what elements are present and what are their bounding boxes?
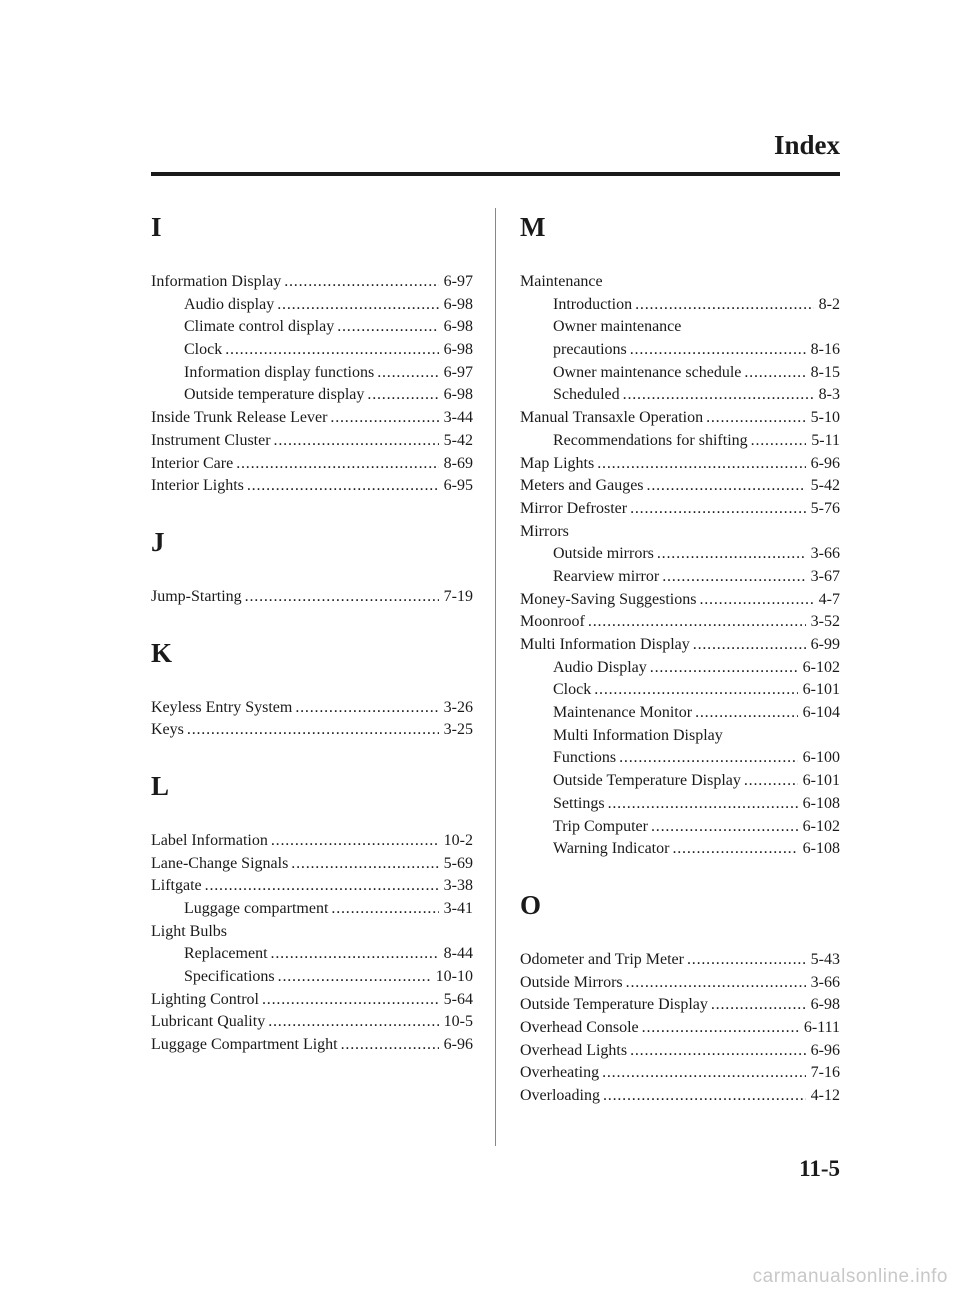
entry-text: Replacement	[184, 945, 268, 963]
entry-list	[151, 830, 473, 1057]
dot-leader	[245, 586, 439, 609]
entry-text: Clock	[553, 681, 592, 699]
dot-leader	[706, 407, 806, 430]
page-reference: 3-66	[810, 545, 840, 563]
index-subentry	[151, 294, 473, 317]
dot-leader	[271, 830, 439, 853]
page-reference: 6-96	[443, 1036, 473, 1054]
entry-text: Jump-Starting	[151, 587, 242, 605]
dot-leader	[672, 838, 797, 861]
entry-text: Mirrors	[520, 522, 569, 540]
entry-text: Climate control display	[184, 318, 335, 336]
entry-text: Liftgate	[151, 877, 202, 895]
index-subentry	[151, 362, 473, 385]
page-reference: 10-5	[443, 1013, 473, 1031]
dot-leader	[602, 1062, 806, 1085]
index-section	[151, 205, 473, 520]
dot-leader	[341, 1034, 439, 1057]
index-subentry	[520, 543, 840, 566]
index-subentry	[520, 702, 840, 725]
dot-leader	[693, 634, 806, 657]
section-letter: O	[520, 889, 542, 920]
page-number: 11-5	[799, 1156, 840, 1181]
index-entry	[151, 719, 473, 742]
page-reference: 3-26	[443, 698, 473, 716]
entry-text: Outside Mirrors	[520, 973, 623, 991]
dot-leader	[657, 543, 806, 566]
page-reference: 7-19	[443, 587, 473, 605]
page-reference: 10-10	[435, 968, 473, 986]
index-entry	[520, 949, 840, 972]
page-reference: 8-2	[818, 295, 840, 313]
page-reference: 4-7	[818, 590, 840, 608]
index-entry	[520, 453, 840, 476]
entry-text: Introduction	[553, 295, 633, 313]
entry-text: Label Information	[151, 831, 268, 849]
page-reference: 6-98	[443, 295, 473, 313]
index-subentry	[520, 339, 840, 362]
page-reference: 5-10	[810, 409, 840, 427]
page-reference: 6-96	[810, 454, 840, 472]
dot-leader	[337, 316, 438, 339]
dot-leader	[626, 972, 806, 995]
entry-text: Mirror Defroster	[520, 499, 628, 517]
page-reference: 8-44	[443, 945, 473, 963]
index-section	[520, 205, 840, 883]
entry-text: Maintenance Monitor	[553, 704, 693, 722]
page-reference: 3-38	[443, 877, 473, 895]
dot-leader	[744, 770, 798, 793]
index-entry	[151, 1011, 473, 1034]
dot-leader	[642, 1017, 799, 1040]
page-reference: 8-3	[818, 386, 840, 404]
entry-text: Recommendations for shifting	[553, 431, 748, 449]
dot-leader	[367, 384, 438, 407]
index-entry	[520, 1040, 840, 1063]
index-entry	[520, 634, 840, 657]
entry-text: Lighting Control	[151, 990, 259, 1008]
index-subentry	[520, 657, 840, 680]
page-reference: 6-97	[443, 273, 473, 290]
page-reference: 8-16	[810, 341, 840, 359]
entry-text: Warning Indicator	[553, 840, 670, 858]
dot-leader	[278, 966, 431, 989]
page-reference: 3-25	[443, 721, 473, 739]
entry-text: Owner maintenance schedule	[553, 363, 742, 381]
section-letter: J	[151, 526, 165, 557]
dot-leader	[619, 747, 798, 770]
dot-leader	[247, 475, 439, 498]
entry-text: Light Bulbs	[151, 922, 228, 940]
entry-text: Odometer and Trip Meter	[520, 950, 684, 968]
dot-leader	[597, 453, 805, 476]
page-reference: 6-98	[443, 318, 473, 336]
dot-leader	[630, 1040, 806, 1063]
dot-leader	[662, 566, 805, 589]
page-reference: 3-66	[810, 973, 840, 991]
index-subentry	[520, 294, 840, 317]
entry-text: Keyless Entry System	[151, 698, 293, 716]
dot-leader	[291, 853, 438, 876]
page-reference: 10-2	[443, 831, 473, 849]
page-reference: 6-101	[802, 681, 840, 699]
dot-leader	[284, 271, 438, 294]
entry-text: Trip Computer	[553, 817, 648, 835]
page-reference: 6-95	[443, 477, 473, 495]
dot-leader	[331, 898, 438, 921]
dot-leader	[262, 989, 439, 1012]
page-reference: 6-108	[802, 840, 840, 858]
entry-text: Overhead Lights	[520, 1041, 628, 1059]
index-section	[151, 631, 473, 764]
entry-text: Lubricant Quality	[151, 1013, 266, 1031]
entry-text: Multi Information Display	[553, 726, 723, 744]
index-entry	[520, 1085, 840, 1108]
dot-leader	[225, 339, 438, 362]
entry-text: Audio display	[184, 295, 275, 313]
dot-leader	[187, 719, 439, 742]
index-entry	[520, 1062, 840, 1085]
page-reference: 3-52	[810, 613, 840, 631]
dot-leader	[594, 679, 797, 702]
dot-leader	[695, 702, 798, 725]
index-entry	[151, 271, 473, 294]
entry-text: Overhead Console	[520, 1018, 639, 1036]
watermark: carmanualsonline.info	[752, 1266, 948, 1287]
index-subentry	[520, 316, 840, 339]
entry-list	[151, 271, 473, 498]
page-reference: 3-67	[810, 567, 840, 585]
page-reference: 8-69	[443, 454, 473, 472]
entry-text: Manual Transaxle Operation	[520, 409, 704, 427]
dot-leader	[687, 949, 806, 972]
entry-text: Rearview mirror	[553, 567, 660, 585]
page-reference: 3-41	[443, 900, 473, 917]
dot-leader	[603, 1085, 806, 1108]
index-subentry	[520, 725, 840, 748]
page-reference: 6-99	[810, 636, 840, 653]
entry-text: Luggage Compartment Light	[151, 1036, 338, 1054]
page-title: Index	[773, 130, 840, 160]
entry-text: Interior Care	[151, 454, 234, 472]
entry-text: Money-Saving Suggestions	[520, 590, 697, 608]
index-entry	[151, 430, 473, 453]
entry-list	[151, 697, 473, 742]
page-reference: 5-43	[810, 950, 840, 968]
entry-text: Outside Temperature Display	[553, 772, 741, 790]
entry-text: Lane-Change Signals	[151, 854, 289, 872]
entry-text: Scheduled	[553, 386, 620, 404]
index-entry	[520, 589, 840, 612]
page-reference: 6-98	[443, 386, 473, 404]
page-reference: 5-11	[811, 431, 840, 449]
index-entry	[520, 611, 840, 634]
index-section	[151, 764, 473, 1057]
index-subentry	[151, 966, 473, 989]
entry-text: Inside Trunk Release Lever	[151, 409, 328, 427]
page-reference: 8-15	[810, 363, 840, 381]
page-reference: 5-76	[810, 499, 840, 517]
entry-text: Owner maintenance	[553, 318, 682, 336]
dot-leader	[274, 430, 439, 453]
index-column-left	[151, 205, 473, 1057]
index-entry	[151, 586, 473, 609]
index-subentry	[520, 566, 840, 589]
dot-leader	[630, 339, 806, 362]
page-reference: 6-96	[810, 1041, 840, 1059]
page-reference: 3-44	[443, 409, 473, 427]
dot-leader	[608, 793, 798, 816]
dot-leader	[330, 407, 438, 430]
page-reference: 5-42	[810, 477, 840, 495]
index-entry	[520, 271, 840, 294]
index-entry	[520, 521, 840, 544]
page-reference: 6-100	[802, 749, 840, 767]
entry-text: Meters and Gauges	[520, 477, 644, 495]
entry-text: Interior Lights	[151, 477, 244, 495]
index-subentry	[520, 747, 840, 770]
entry-text: Outside temperature display	[184, 386, 365, 404]
entry-text: Overloading	[520, 1087, 600, 1104]
page-reference: 5-42	[443, 431, 473, 449]
section-letter: I	[151, 212, 162, 242]
entry-text: Luggage compartment	[184, 900, 329, 917]
entry-text: Information display functions	[184, 363, 375, 381]
dot-leader	[630, 498, 806, 521]
index-subentry	[520, 793, 840, 816]
index-entry	[151, 853, 473, 876]
index-subentry	[151, 898, 473, 921]
entry-text: Instrument Cluster	[151, 431, 271, 449]
dot-leader	[744, 362, 805, 385]
index-subentry	[151, 316, 473, 339]
dot-leader	[635, 294, 814, 317]
page-reference: 7-16	[810, 1064, 840, 1082]
page-reference: 6-102	[802, 817, 840, 835]
page-reference: 6-98	[810, 996, 840, 1014]
page-reference: 6-98	[443, 341, 473, 359]
index-subentry	[520, 838, 840, 861]
page-reference: 6-108	[802, 794, 840, 812]
dot-leader	[623, 384, 814, 407]
entry-text: Keys	[151, 721, 184, 739]
entry-list	[520, 949, 840, 1108]
entry-text: Outside Temperature Display	[520, 996, 708, 1014]
section-letter: M	[520, 212, 546, 242]
index-column-right	[520, 205, 840, 1108]
dot-leader	[268, 1011, 438, 1034]
index-subentry	[520, 679, 840, 702]
index-entry	[151, 475, 473, 498]
dot-leader	[751, 430, 807, 453]
index-entry	[151, 407, 473, 430]
entry-text: Audio Display	[553, 658, 647, 676]
index-entry	[520, 407, 840, 430]
page-reference: 6-104	[802, 704, 840, 722]
entry-text: Multi Information Display	[520, 636, 690, 653]
dot-leader	[699, 589, 813, 612]
index-entry	[520, 498, 840, 521]
index-entry	[151, 830, 473, 853]
index-entry	[151, 1034, 473, 1057]
dot-leader	[295, 697, 438, 720]
index-entry	[151, 989, 473, 1012]
entry-text: Settings	[553, 794, 605, 812]
entry-text: Moonroof	[520, 613, 585, 631]
page-reference: 6-111	[803, 1018, 840, 1036]
index-entry	[151, 875, 473, 898]
section-letter: K	[151, 637, 173, 668]
index-entry	[520, 475, 840, 498]
entry-text: Map Lights	[520, 454, 595, 472]
index-entry	[520, 1017, 840, 1040]
entry-text: Outside mirrors	[553, 545, 654, 563]
dot-leader	[650, 657, 798, 680]
index-entry	[151, 697, 473, 720]
dot-leader	[647, 475, 806, 498]
dot-leader	[377, 362, 438, 385]
dot-leader	[236, 453, 438, 476]
dot-leader	[711, 994, 806, 1017]
dot-leader	[651, 816, 798, 839]
section-letter: L	[151, 770, 170, 801]
index-entry	[520, 994, 840, 1017]
page-reference: 5-64	[443, 990, 473, 1008]
index-subentry	[520, 430, 840, 453]
index-section	[151, 520, 473, 631]
page-reference: 6-102	[802, 658, 840, 676]
header-rule	[151, 172, 840, 176]
index-subentry	[151, 339, 473, 362]
index-subentry	[520, 770, 840, 793]
entry-text: Specifications	[184, 968, 275, 986]
dot-leader	[277, 294, 438, 317]
entry-text: Functions	[553, 749, 617, 767]
page-reference: 6-97	[443, 363, 473, 381]
index-subentry	[520, 384, 840, 407]
entry-text: Clock	[184, 341, 223, 359]
page-reference: 6-101	[802, 772, 840, 790]
entry-list	[520, 271, 840, 861]
entry-text: precautions	[553, 341, 627, 359]
dot-leader	[205, 875, 439, 898]
entry-text: Maintenance	[520, 273, 603, 290]
index-subentry	[151, 384, 473, 407]
page-reference: 5-69	[443, 854, 473, 872]
index-entry	[151, 453, 473, 476]
index-entry	[520, 972, 840, 995]
dot-leader	[588, 611, 806, 634]
index-subentry	[520, 816, 840, 839]
index-subentry	[151, 943, 473, 966]
entry-text: Overheating	[520, 1064, 600, 1082]
column-divider	[495, 208, 496, 1146]
dot-leader	[271, 943, 439, 966]
entry-text: Information Display	[151, 273, 282, 290]
page-reference: 4-12	[810, 1087, 840, 1104]
index-subentry	[520, 362, 840, 385]
entry-list	[151, 586, 473, 609]
index-section	[520, 883, 840, 1108]
index-entry	[151, 921, 473, 944]
